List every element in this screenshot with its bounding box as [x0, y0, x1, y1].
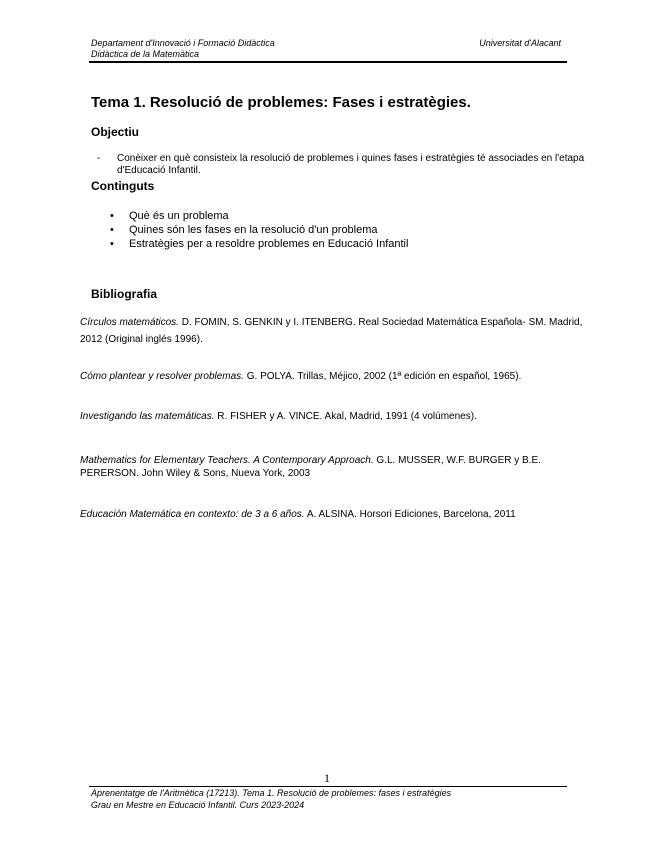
document-title: Tema 1. Resolució de problemes: Fases i estratègies.	[91, 94, 471, 111]
footer-degree: Grau en Mestre en Educació Infantil. Curs 2023-2024	[91, 800, 305, 810]
bib-entry	[80, 506, 600, 523]
bib-entry	[80, 408, 600, 425]
bib-title: Educación Matemática en contexto: de 3 a 6 años.	[80, 509, 305, 520]
objectiu-text: Conèixer en què consisteix la resolució de problemes i quines fases i estratègies té associades en l'etapa d'Educació Infantil.	[117, 153, 585, 176]
bib-details: D. FOMIN, S. GENKIN y I. ITENBERG. Real Sociedad Matemática Española- SM. Madrid, 2012 (Original inglés 1996).	[80, 317, 583, 345]
bib-details: A. ALSINA. Horsori Ediciones, Barcelona, 2011	[304, 509, 516, 520]
continguts-list	[110, 209, 408, 251]
bib-title: Cómo plantear y resolver problemas.	[80, 371, 244, 382]
header-university: Universitat d'Alacant	[479, 38, 561, 48]
header-department: Departament d'Innovació i Formació Didàctica	[91, 38, 275, 48]
objectiu-dash: -	[97, 153, 101, 164]
continguts-heading: Continguts	[91, 179, 155, 193]
footer-course: Aprenentatge de l'Aritmètica (17213). Tema 1. Resolució de problemes: fases i estratègies	[91, 788, 452, 798]
header-left	[91, 38, 275, 60]
objectiu-heading: Objectiu	[91, 125, 140, 139]
bib-entry	[80, 368, 600, 385]
list-item: • Estratègies per a resoldre problemes en Educació Infantil	[110, 237, 408, 251]
list-item: • Quines són les fases en la resolució d'un problema	[110, 223, 408, 237]
bib-title: Círculos matemáticos.	[80, 317, 179, 328]
bib-details: G. POLYA. Trillas, Méjico, 2002 (1ª edición en español, 1965).	[243, 371, 522, 382]
bibliografia-heading: Bibliografia	[91, 287, 158, 301]
header-divider	[89, 61, 567, 63]
bib-title: Investigando las matemáticas.	[80, 411, 215, 422]
bib-details: G.L. MUSSER, W.F. BURGER y B.E. PERERSON. John Wiley & Sons, Nueva York, 2003	[80, 455, 541, 479]
header-area: Didàctica de la Matemàtica	[91, 49, 200, 59]
page-number: 1	[324, 771, 330, 785]
bib-details: R. FISHER y A. VINCE. Akal, Madrid, 1991 (4 volúmenes).	[214, 411, 477, 422]
bib-entry	[80, 314, 600, 348]
bib-entry	[80, 454, 600, 480]
footer-divider	[89, 786, 567, 787]
list-item: • Què és un problema	[110, 209, 408, 223]
bib-title: Mathematics for Elementary Teachers. A Contemporary Approach.	[80, 455, 374, 466]
